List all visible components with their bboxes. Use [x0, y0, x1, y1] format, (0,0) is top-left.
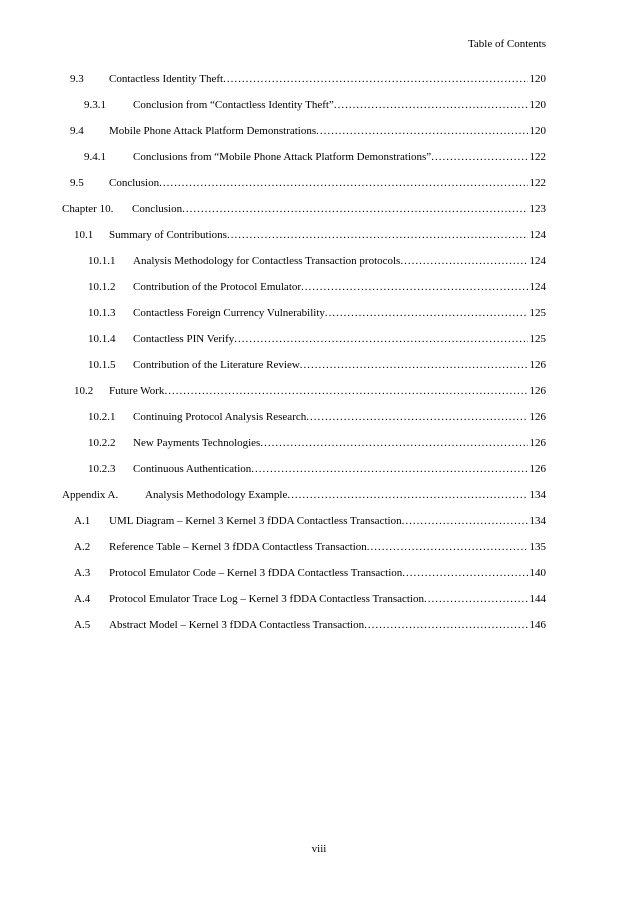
toc-entry-title-wrap [109, 72, 528, 86]
toc-entry[interactable] [62, 514, 546, 540]
toc-entry[interactable] [62, 124, 546, 150]
toc-entry-number: A.5 [74, 619, 91, 631]
toc-entry[interactable] [62, 462, 546, 488]
toc-entry-title: Continuing Protocol Analysis Research [133, 411, 307, 423]
toc-entry-page: 124 [529, 281, 546, 293]
toc-entry-page: 140 [529, 567, 546, 579]
toc-entry[interactable] [62, 306, 546, 332]
toc-entry-title: Conclusion [109, 177, 160, 189]
dot-leader [301, 280, 527, 294]
toc-entry[interactable] [62, 436, 546, 462]
toc-entry-title-wrap [109, 540, 528, 554]
toc-entry-page: 126 [529, 359, 546, 371]
toc-entry-title-wrap [133, 306, 528, 320]
toc-entry-number: 9.4.1 [84, 151, 106, 163]
toc-entry[interactable] [62, 202, 546, 228]
toc-entry-title: Analysis Methodology for Contactless Transaction protocols [133, 255, 401, 267]
toc-entry-title-wrap [133, 98, 528, 112]
toc-entry-title-wrap [133, 332, 528, 346]
toc-entry-page: 122 [529, 151, 546, 163]
toc-entry-page: 126 [529, 437, 546, 449]
dot-leader [182, 202, 527, 216]
toc-entry-page: 120 [529, 99, 546, 111]
toc-entry-number: A.1 [74, 515, 91, 527]
toc-entry-number: A.3 [74, 567, 91, 579]
toc-entry-title-wrap [133, 150, 528, 164]
toc-entry-page: 120 [529, 125, 546, 137]
page-number: viii [311, 843, 327, 855]
dot-leader [400, 254, 527, 268]
toc-entry-title: Abstract Model – Kernel 3 fDDA Contactless Transaction [109, 619, 365, 631]
toc-entry[interactable] [62, 592, 546, 618]
toc-entry-page: 123 [529, 203, 546, 215]
toc-entry-title-wrap [109, 384, 528, 398]
toc-entry-title: Contactless PIN Verify [133, 333, 235, 345]
toc-entry-title-wrap [109, 566, 528, 580]
toc-entry-title: Contactless Foreign Currency Vulnerability [133, 307, 325, 319]
running-header: Table of Contents [467, 38, 546, 50]
toc-entry-number: 10.2.3 [88, 463, 116, 475]
dot-leader [287, 488, 527, 502]
toc-entry-number: 10.1.2 [88, 281, 116, 293]
toc-entry-number: 10.1 [74, 229, 94, 241]
toc-entry-page: 124 [529, 229, 546, 241]
toc-entry-page: 126 [529, 385, 546, 397]
toc-entry[interactable] [62, 358, 546, 384]
toc-entry-title: Protocol Emulator Trace Log – Kernel 3 fDDA Contactless Transaction [109, 593, 424, 605]
toc-entry[interactable] [62, 228, 546, 254]
dot-leader [364, 618, 527, 632]
toc-entry-page: 135 [529, 541, 546, 553]
toc-entry-title: Mobile Phone Attack Platform Demonstrations [109, 125, 317, 137]
toc-entry-page: 144 [529, 593, 546, 605]
toc-entry-page: 124 [529, 255, 546, 267]
dot-leader [251, 462, 527, 476]
toc-entry-title: Conclusion [132, 203, 183, 215]
toc-entry[interactable] [62, 176, 546, 202]
dot-leader [223, 72, 527, 86]
toc-entry-page: 146 [529, 619, 546, 631]
toc-entry-title-wrap [132, 202, 528, 216]
toc-entry-number: 10.1.4 [88, 333, 116, 345]
toc-entry[interactable] [62, 72, 546, 98]
toc-entry-page: 125 [529, 307, 546, 319]
toc-entry-title-wrap [133, 358, 528, 372]
dot-leader [402, 514, 528, 528]
toc-entry-title-wrap [109, 176, 528, 190]
toc-entry[interactable] [62, 540, 546, 566]
toc-entry-number: Appendix A. [62, 489, 119, 501]
dot-leader [234, 332, 527, 346]
toc-entry-title: Contribution of the Literature Review [133, 359, 300, 371]
toc-entry-title: Conclusion from “Contactless Identity Theft” [133, 99, 334, 111]
toc-entry-number: 10.1.3 [88, 307, 116, 319]
toc-entry-page: 134 [529, 515, 546, 527]
dot-leader [300, 358, 528, 372]
toc-entry-title: Conclusions from “Mobile Phone Attack Platform Demonstrations” [133, 151, 432, 163]
toc-entry-page: 125 [529, 333, 546, 345]
toc-entry-title: Continuous Authentication [133, 463, 252, 475]
toc-entry-number: Chapter 10. [62, 203, 114, 215]
toc-entry-title: Protocol Emulator Code – Kernel 3 fDDA Contactless Transaction [109, 567, 403, 579]
toc-entry-title: New Payments Technologies [133, 437, 261, 449]
toc-entry-number: 10.2 [74, 385, 94, 397]
dot-leader [159, 176, 527, 190]
toc-entry-title-wrap [109, 228, 528, 242]
toc-entry-title-wrap [109, 592, 528, 606]
dot-leader [325, 306, 528, 320]
toc-entry-title: Contribution of the Protocol Emulator [133, 281, 302, 293]
toc-entry[interactable] [62, 280, 546, 306]
dot-leader [424, 592, 528, 606]
toc-entry-title: Summary of Contributions [109, 229, 227, 241]
toc-entry[interactable] [62, 488, 546, 514]
toc-entry-number: 9.3.1 [84, 99, 106, 111]
dot-leader [227, 228, 528, 242]
toc-entry-page: 134 [529, 489, 546, 501]
toc-entry-title: UML Diagram – Kernel 3 Kernel 3 fDDA Contactless Transaction [109, 515, 402, 527]
dot-leader [402, 566, 527, 580]
toc-entry[interactable] [62, 384, 546, 410]
toc-entry-number: A.2 [74, 541, 91, 553]
toc-entry-number: 9.3 [70, 73, 84, 85]
toc-entry[interactable] [62, 98, 546, 124]
toc-entry[interactable] [62, 150, 546, 176]
toc-entry[interactable] [62, 410, 546, 436]
toc-entry-title: Reference Table – Kernel 3 fDDA Contactless Transaction [109, 541, 367, 553]
toc-entry-number: 10.2.1 [88, 411, 116, 423]
toc-entry-number: 9.5 [70, 177, 84, 189]
toc-entry-title-wrap [109, 124, 528, 138]
dot-leader [316, 124, 527, 138]
dot-leader [431, 150, 527, 164]
toc-entry[interactable] [62, 566, 546, 592]
dot-leader [334, 98, 528, 112]
dot-leader [306, 410, 527, 424]
toc-entry-number: 10.1.1 [88, 255, 116, 267]
toc-entry[interactable] [62, 332, 546, 358]
toc-entry[interactable] [62, 254, 546, 280]
toc-entry-page: 126 [529, 463, 546, 475]
toc-entry-title-wrap [133, 436, 528, 450]
toc-entry-title-wrap [109, 514, 528, 528]
dot-leader [367, 540, 528, 554]
toc-entry-page: 126 [529, 411, 546, 423]
toc-entry-title-wrap [133, 410, 528, 424]
toc-entry-number: 10.2.2 [88, 437, 116, 449]
toc-entry-title: Contactless Identity Theft [109, 73, 224, 85]
toc-entry-title: Future Work [109, 385, 165, 397]
toc-entry-number: 10.1.5 [88, 359, 116, 371]
toc-entry-title-wrap [133, 254, 528, 268]
toc-entry-number: A.4 [74, 593, 91, 605]
toc-entry-title-wrap [109, 618, 528, 632]
toc-entry[interactable] [62, 618, 546, 644]
toc-entry-title-wrap [145, 488, 528, 502]
toc-entry-page: 120 [529, 73, 546, 85]
dot-leader [164, 384, 527, 398]
toc-entry-title-wrap [133, 280, 528, 294]
toc-entry-title-wrap [133, 462, 528, 476]
table-of-contents [62, 72, 546, 644]
toc-entry-page: 122 [529, 177, 546, 189]
toc-entry-number: 9.4 [70, 125, 84, 137]
toc-entry-title: Analysis Methodology Example [145, 489, 288, 501]
dot-leader [260, 436, 527, 450]
